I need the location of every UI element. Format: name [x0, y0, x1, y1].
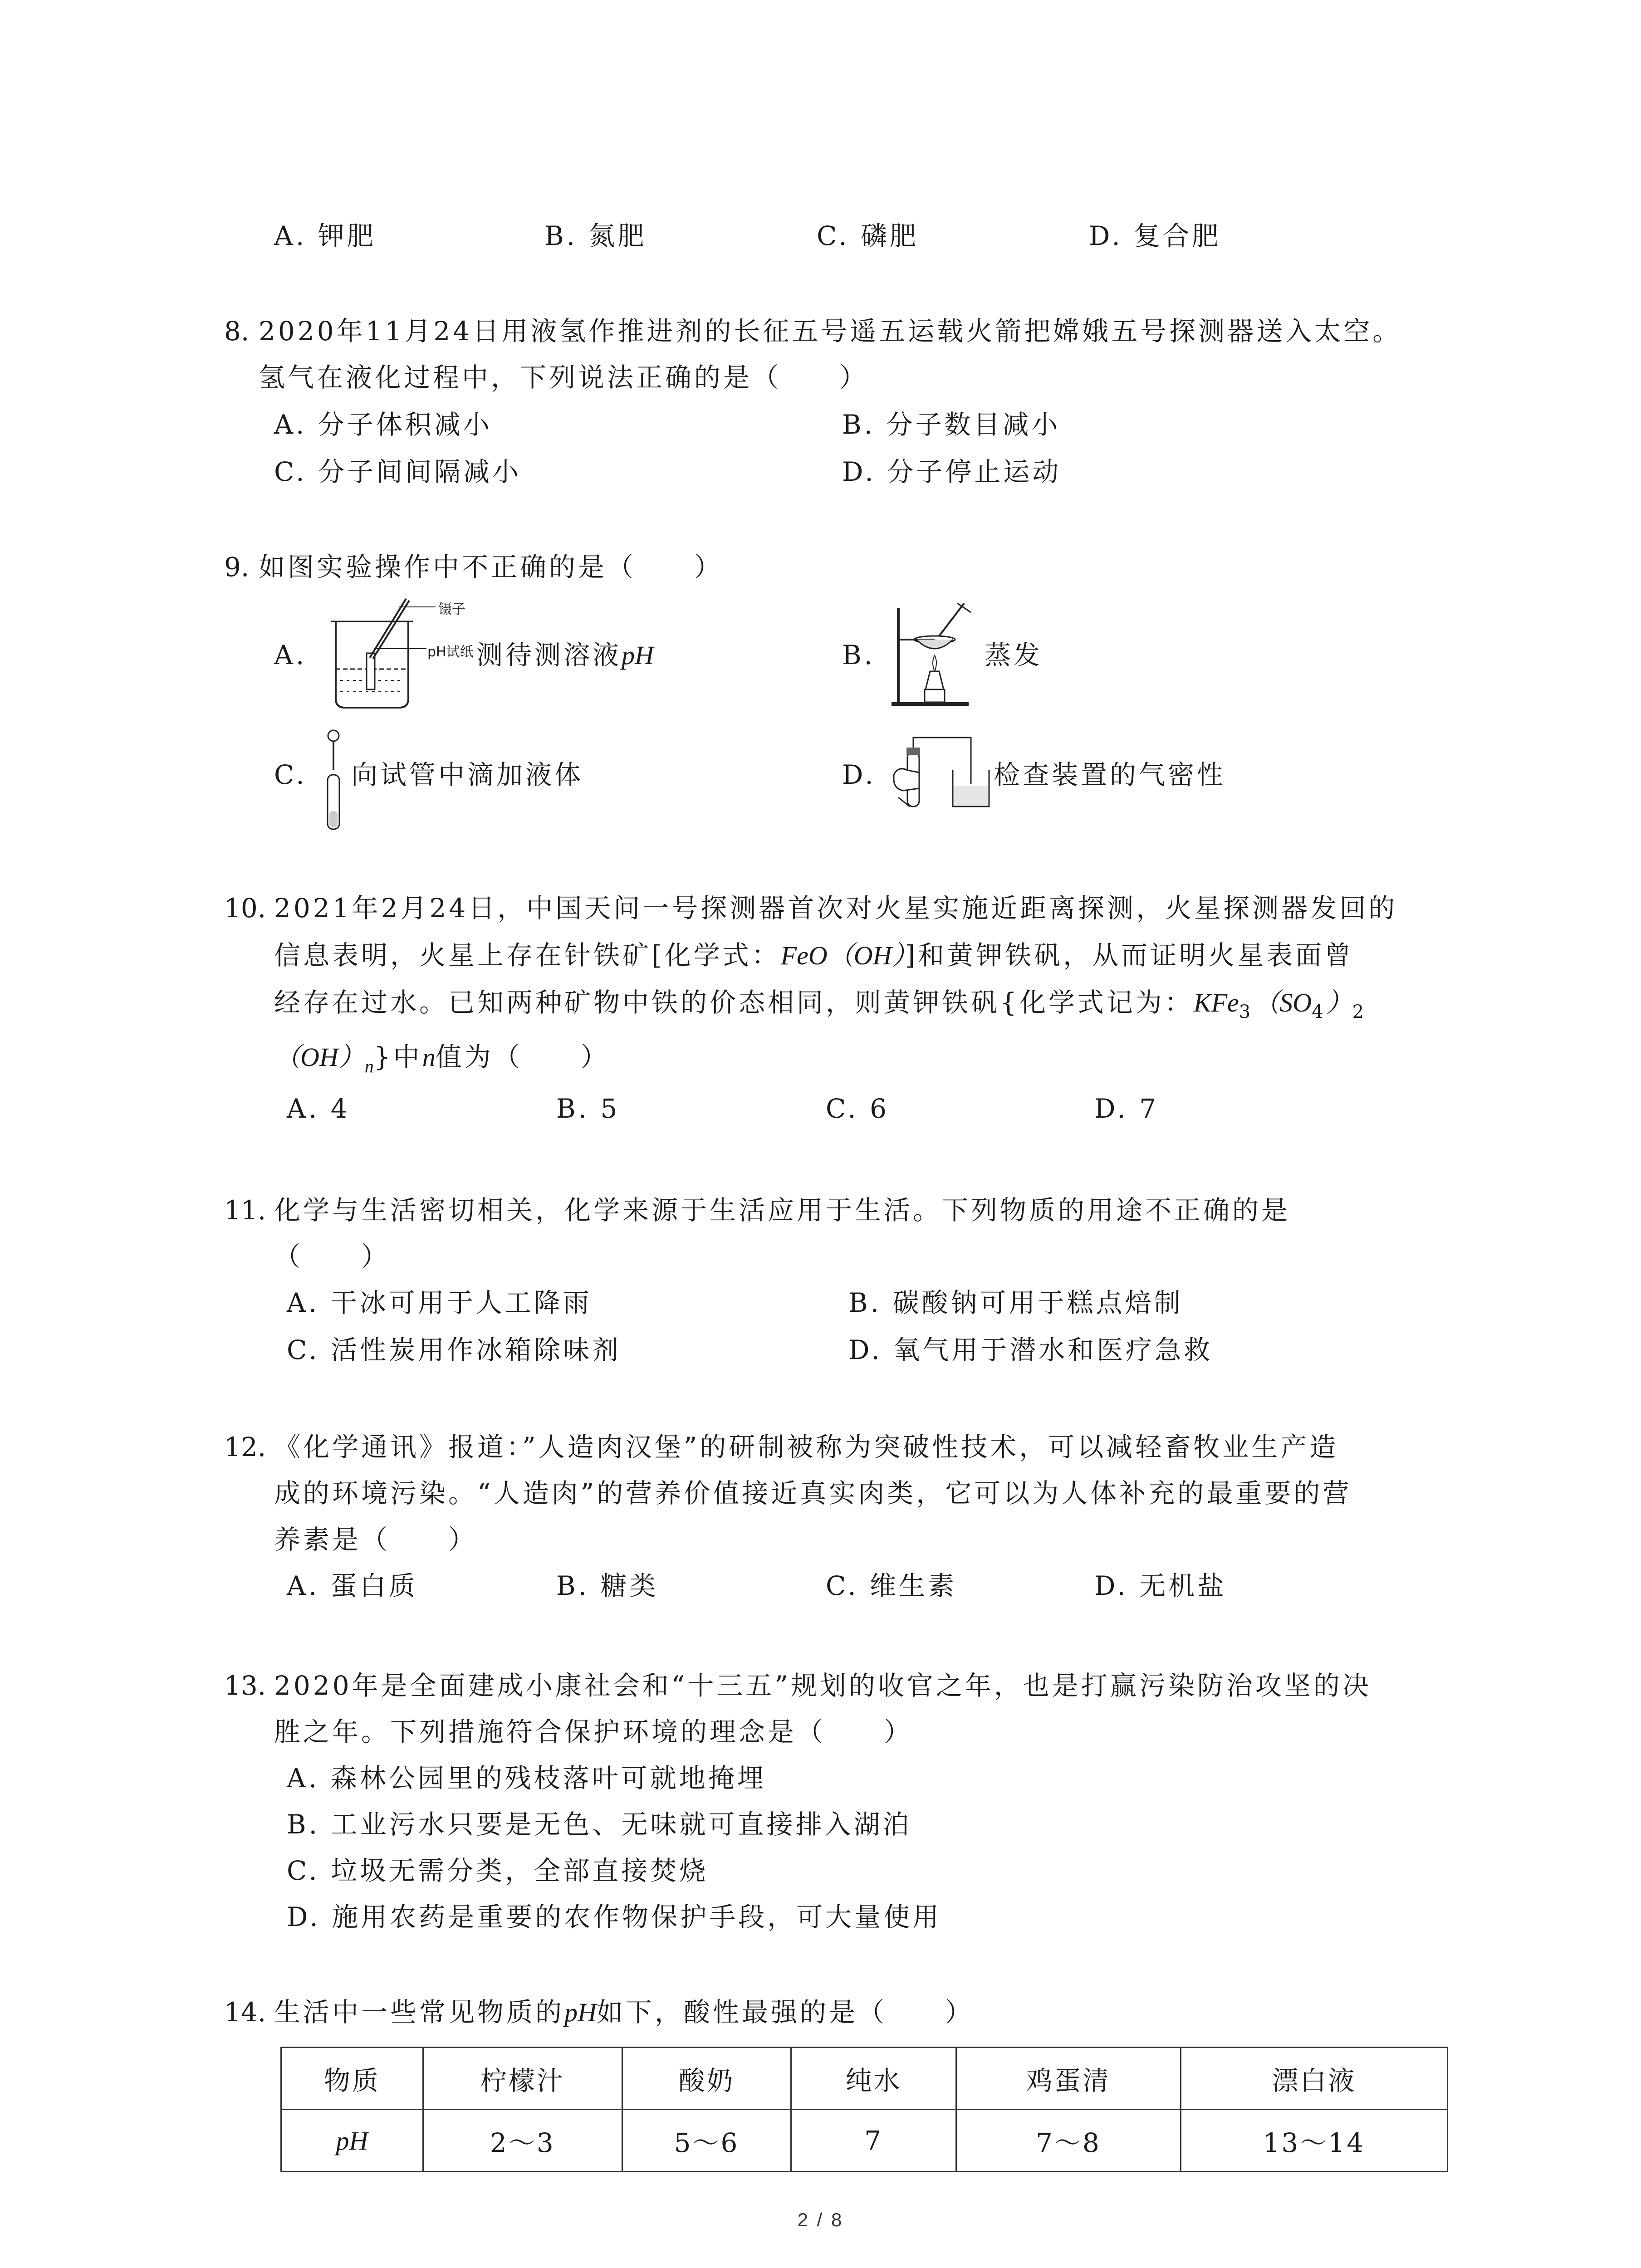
goethite-formula: FeO（OH） [780, 941, 905, 970]
q13-option-a: A. 森林公园里的残枝落叶可就地掩埋 [287, 1763, 766, 1794]
q9-option-a-text-main: 测待测溶液 [476, 640, 622, 670]
q11-number: 11. [224, 1195, 266, 1226]
q10-number: 10. [224, 893, 266, 924]
ph-test-illustration [327, 594, 476, 712]
page-number: 2 / 8 [797, 2209, 844, 2230]
value-cell-egg-white: 7～8 [956, 2110, 1181, 2172]
q13-stem-line2: 胜之年。下列措施符合保护环境的理念是（ ） [274, 1716, 913, 1747]
value-cell-ph-label: pH [281, 2110, 423, 2172]
header-cell-pure-water: 纯水 [791, 2048, 956, 2110]
q10-line4-text-b: 值为（ ） [435, 1041, 610, 1072]
header-cell-yogurt: 酸奶 [622, 2048, 791, 2110]
q8-option-b: B. 分子数目减小 [842, 409, 1061, 440]
q10-stem-line4 [274, 1039, 610, 1085]
q10-line4-text-a: }中 [373, 1041, 422, 1072]
q8-stem-line2: 氢气在液化过程中，下列说法正确的是（ ） [259, 362, 869, 393]
q10-option-c: C. 6 [826, 1093, 890, 1124]
q14-stem-text-a: 生活中一些常见物质的 [274, 1997, 565, 2028]
q9-option-c-letter: C. [274, 759, 307, 790]
value-cell-yogurt: 5～6 [622, 2110, 791, 2172]
ph-table-value-row [281, 2110, 1448, 2172]
q10-variable-n: n [422, 1042, 436, 1072]
jarosite-subscript-2: 4 [1312, 1002, 1326, 1022]
jarosite-formula-b: （SO [1253, 988, 1312, 1017]
jarosite-subscript-1: 3 [1239, 1002, 1254, 1022]
q11-stem-line1: 化学与生活密切相关，化学来源于生活应用于生活。下列物质的用途不正确的是 [274, 1195, 1291, 1226]
q10-line2-text-a: 信息表明，火星上存在针铁矿[化学式： [274, 940, 781, 971]
q12-stem-line3: 养素是（ ） [274, 1524, 478, 1555]
header-cell-lemon-juice: 柠檬汁 [423, 2048, 622, 2110]
q10-line2-text-b: ]和黄钾铁矾，从而证明火星表面曾 [905, 940, 1354, 971]
value-cell-lemon-juice: 2～3 [423, 2110, 622, 2172]
header-cell-egg-white: 鸡蛋清 [956, 2048, 1181, 2110]
q12-number: 12. [224, 1432, 266, 1462]
header-cell-bleach: 漂白液 [1181, 2048, 1447, 2110]
ph-paper-label: pH试纸 [427, 644, 474, 660]
jarosite-formula-a: KFe [1193, 988, 1239, 1017]
q7-option-b: B. 氮肥 [544, 220, 647, 251]
q9-option-d-text: 检查装置的气密性 [994, 759, 1226, 790]
q8-option-a: A. 分子体积减小 [274, 409, 492, 440]
q8-stem-line1: 2020年11月24日用液氢作推进剂的长征五号遥五运载火箭把嫦娥五号探测器送入太空。 [259, 316, 1402, 347]
q13-option-b: B. 工业污水只要是无色、无味就可直接排入湖泊 [287, 1809, 912, 1840]
q11-option-c: C. 活性炭用作冰箱除味剂 [287, 1334, 622, 1365]
jarosite-subscript-3: 2 [1352, 1002, 1367, 1022]
header-cell-substance: 物质 [281, 2048, 423, 2110]
q9-number: 9. [224, 552, 250, 582]
q12-option-a: A. 蛋白质 [287, 1570, 418, 1601]
q13-option-c: C. 垃圾无需分类，全部直接焚烧 [287, 1855, 709, 1886]
q10-option-a: A. 4 [287, 1093, 350, 1124]
q11-stem-line2: （ ） [274, 1241, 391, 1272]
q9-option-a-text [476, 637, 654, 674]
q7-option-c: C. 磷肥 [817, 220, 919, 251]
q9-option-a-letter: A. [274, 640, 307, 670]
ph-table [280, 2047, 1448, 2172]
jarosite-formula-d: （OH） [274, 1042, 365, 1072]
q11-option-a: A. 干冰可用于人工降雨 [287, 1287, 592, 1318]
q7-option-d: D. 复合肥 [1089, 220, 1221, 251]
q11-option-b: B. 碳酸钠可用于糕点焙制 [848, 1287, 1183, 1318]
q12-option-b: B. 糖类 [556, 1570, 659, 1601]
q9-option-b-text: 蒸发 [985, 640, 1043, 670]
q13-stem-line1: 2020年是全面建成小康社会和“十三五”规划的收官之年，也是打赢污染防治攻坚的决 [274, 1670, 1372, 1701]
q14-stem-ph: pH [564, 1998, 597, 2027]
q7-option-a: A. 钾肥 [274, 220, 376, 251]
q10-stem-line1: 2021年2月24日，中国天问一号探测器首次对火星实施近距离探测，火星探测器发回的 [274, 893, 1398, 924]
q12-option-c: C. 维生素 [826, 1570, 957, 1601]
q10-option-d: D. 7 [1094, 1093, 1159, 1124]
q10-stem-line2 [274, 937, 1353, 974]
q9-option-b-letter: B. [842, 640, 876, 670]
jarosite-subscript-n: n [364, 1056, 374, 1076]
jarosite-formula-c: ） [1326, 988, 1352, 1017]
q8-number: 8. [224, 316, 250, 347]
dropper-illustration [318, 729, 349, 834]
q10-stem-line3 [274, 984, 1367, 1030]
evaporation-illustration [889, 599, 980, 712]
q14-stem-text-b: 如下，酸性最强的是（ ） [596, 1997, 974, 2028]
q13-number: 13. [224, 1670, 266, 1701]
q8-option-d: D. 分子停止运动 [842, 456, 1062, 487]
q9-option-c-text: 向试管中滴加液体 [351, 759, 584, 790]
q10-line3-text: 经存在过水。已知两种矿物中铁的价态相同，则黄钾铁矾{化学式记为： [274, 987, 1194, 1018]
q11-option-d: D. 氧气用于潜水和医疗急救 [848, 1334, 1213, 1365]
q12-option-d: D. 无机盐 [1094, 1570, 1227, 1601]
q14-stem [274, 1994, 974, 2031]
q13-option-d: D. 施用农药是重要的农作物保护手段，可大量使用 [287, 1901, 942, 1932]
airtightness-illustration [889, 734, 994, 816]
ph-table-header-row [281, 2048, 1448, 2110]
q14-number: 14. [224, 1997, 266, 2028]
q9-option-a-text-ph: pH [622, 640, 654, 670]
q10-option-b: B. 5 [556, 1093, 620, 1124]
tweezers-label: 镊子 [438, 601, 465, 617]
value-cell-bleach: 13～14 [1181, 2110, 1447, 2172]
q9-stem: 如图实验操作中不正确的是（ ） [259, 552, 724, 582]
value-cell-pure-water: 7 [791, 2110, 956, 2172]
q9-option-d-letter: D. [842, 759, 876, 790]
q12-stem-line1: 《化学通讯》报道：”人造肉汉堡”的研制被称为突破性技术，可以减轻畜牧业生产造 [274, 1432, 1339, 1462]
q12-stem-line2: 成的环境污染。“人造肉”的营养价值接近真实肉类，它可以为人体补充的最重要的营 [274, 1478, 1352, 1509]
q8-option-c: C. 分子间间隔减小 [274, 456, 522, 487]
